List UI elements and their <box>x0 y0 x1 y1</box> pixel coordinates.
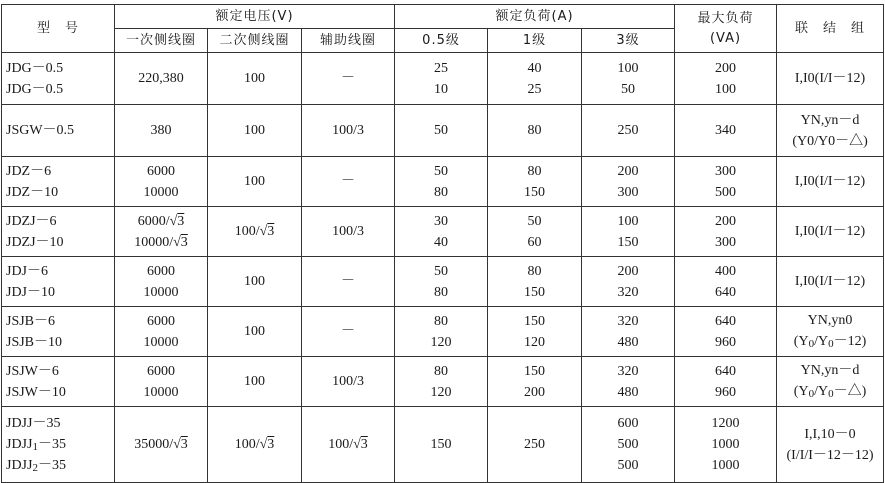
header-secondary: 二次侧线圈 <box>208 29 302 53</box>
connection-cell: I,I0(I/I－12) <box>777 157 884 207</box>
load-class-3-cell: 100 50 <box>582 53 675 105</box>
max-load-cell: 400 640 <box>675 257 777 307</box>
auxiliary-voltage-cell: － <box>302 157 395 207</box>
load-class-05-cell: 50 80 <box>395 257 488 307</box>
table-row <box>2 357 884 407</box>
connection-cell: YN,yn－d (Y0/Y0－△) <box>777 105 884 157</box>
connection-cell: I,I0(I/I－12) <box>777 257 884 307</box>
load-class-3-cell: 100 150 <box>582 207 675 257</box>
load-class-1-cell: 40 25 <box>488 53 582 105</box>
primary-voltage-cell: 6000 10000 <box>115 357 208 407</box>
load-class-3-cell: 200 320 <box>582 257 675 307</box>
max-load-cell: 340 <box>675 105 777 157</box>
load-class-05-cell: 80 120 <box>395 307 488 357</box>
max-load-cell: 200 100 <box>675 53 777 105</box>
load-class-3-cell: 600 500 500 <box>582 407 675 483</box>
load-class-05-cell: 50 <box>395 105 488 157</box>
auxiliary-voltage-cell: 100/3 <box>302 207 395 257</box>
model-cell: JSJB－6 JSJB－10 <box>2 307 115 357</box>
connection-cell: I,I,10－0 (I/I/I－12－12) <box>777 407 884 483</box>
primary-voltage-cell: 6000 10000 <box>115 257 208 307</box>
secondary-voltage-cell: 100 <box>208 307 302 357</box>
table-row <box>2 307 884 357</box>
connection-cell: YN,yn－d (Y0/Y0－△) <box>777 357 884 407</box>
header-rated-load: 额定负荷(A) <box>395 5 675 29</box>
max-load-cell: 1200 1000 1000 <box>675 407 777 483</box>
secondary-voltage-cell: 100 <box>208 257 302 307</box>
auxiliary-voltage-cell: 100/3 <box>302 105 395 157</box>
secondary-voltage-cell: 100 <box>208 157 302 207</box>
load-class-3-cell: 320 480 <box>582 307 675 357</box>
secondary-voltage-cell: 100/√3 <box>208 407 302 483</box>
header-max-load-unit: (VA) <box>709 30 742 46</box>
secondary-voltage-cell: 100 <box>208 105 302 157</box>
max-load-cell: 640 960 <box>675 357 777 407</box>
secondary-voltage-cell: 100 <box>208 53 302 105</box>
primary-voltage-cell: 6000 10000 <box>115 307 208 357</box>
connection-cell: I,I0(I/I－12) <box>777 207 884 257</box>
header-rated-voltage: 额定电压(V) <box>115 5 395 29</box>
load-class-1-cell: 250 <box>488 407 582 483</box>
model-cell: JSGW－0.5 <box>2 105 115 157</box>
load-class-05-cell: 25 10 <box>395 53 488 105</box>
primary-voltage-cell: 35000/√3 <box>115 407 208 483</box>
header-class-3: 3级 <box>582 29 675 53</box>
load-class-1-cell: 150 200 <box>488 357 582 407</box>
primary-voltage-cell: 6000 10000 <box>115 157 208 207</box>
header-primary: 一次侧线圈 <box>115 29 208 53</box>
load-class-3-cell: 320 480 <box>582 357 675 407</box>
header-row-1 <box>2 5 884 29</box>
model-cell: JDZ－6 JDZ－10 <box>2 157 115 207</box>
secondary-voltage-cell: 100 <box>208 357 302 407</box>
table-row <box>2 207 884 257</box>
auxiliary-voltage-cell: 100/√3 <box>302 407 395 483</box>
table-row <box>2 407 884 483</box>
header-model: 型 号 <box>2 5 115 53</box>
model-cell: JDJJ－35 JDJJ1－35 JDJJ2－35 <box>2 407 115 483</box>
table-row <box>2 157 884 207</box>
secondary-voltage-cell: 100/√3 <box>208 207 302 257</box>
connection-cell: I,I0(I/I－12) <box>777 53 884 105</box>
primary-voltage-cell: 380 <box>115 105 208 157</box>
auxiliary-voltage-cell: － <box>302 53 395 105</box>
primary-voltage-cell: 6000/√3 10000/√3 <box>115 207 208 257</box>
header-max-load-label: 最大负荷 <box>697 11 754 26</box>
table-row <box>2 53 884 105</box>
load-class-05-cell: 80 120 <box>395 357 488 407</box>
header-class-05: 0.5级 <box>395 29 488 53</box>
load-class-1-cell: 50 60 <box>488 207 582 257</box>
load-class-05-cell: 50 80 <box>395 157 488 207</box>
header-max-load <box>675 5 777 53</box>
auxiliary-voltage-cell: － <box>302 307 395 357</box>
table-row <box>2 257 884 307</box>
model-cell: JDZJ－6 JDZJ－10 <box>2 207 115 257</box>
load-class-1-cell: 80 150 <box>488 157 582 207</box>
connection-cell: YN,yn0 (Y0/Y0－12) <box>777 307 884 357</box>
model-cell: JSJW－6 JSJW－10 <box>2 357 115 407</box>
load-class-05-cell: 30 40 <box>395 207 488 257</box>
load-class-3-cell: 200 300 <box>582 157 675 207</box>
load-class-3-cell: 250 <box>582 105 675 157</box>
table-row <box>2 105 884 157</box>
max-load-cell: 200 300 <box>675 207 777 257</box>
max-load-cell: 300 500 <box>675 157 777 207</box>
auxiliary-voltage-cell: 100/3 <box>302 357 395 407</box>
load-class-05-cell: 150 <box>395 407 488 483</box>
header-class-1: 1级 <box>488 29 582 53</box>
header-auxiliary: 辅助线圈 <box>302 29 395 53</box>
transformer-spec-table <box>1 4 884 483</box>
header-connection: 联 结 组 <box>777 5 884 53</box>
load-class-1-cell: 80 <box>488 105 582 157</box>
auxiliary-voltage-cell: － <box>302 257 395 307</box>
load-class-1-cell: 150 120 <box>488 307 582 357</box>
primary-voltage-cell: 220,380 <box>115 53 208 105</box>
model-cell: JDJ－6 JDJ－10 <box>2 257 115 307</box>
max-load-cell: 640 960 <box>675 307 777 357</box>
model-cell: JDG－0.5 JDG－0.5 <box>2 53 115 105</box>
load-class-1-cell: 80 150 <box>488 257 582 307</box>
